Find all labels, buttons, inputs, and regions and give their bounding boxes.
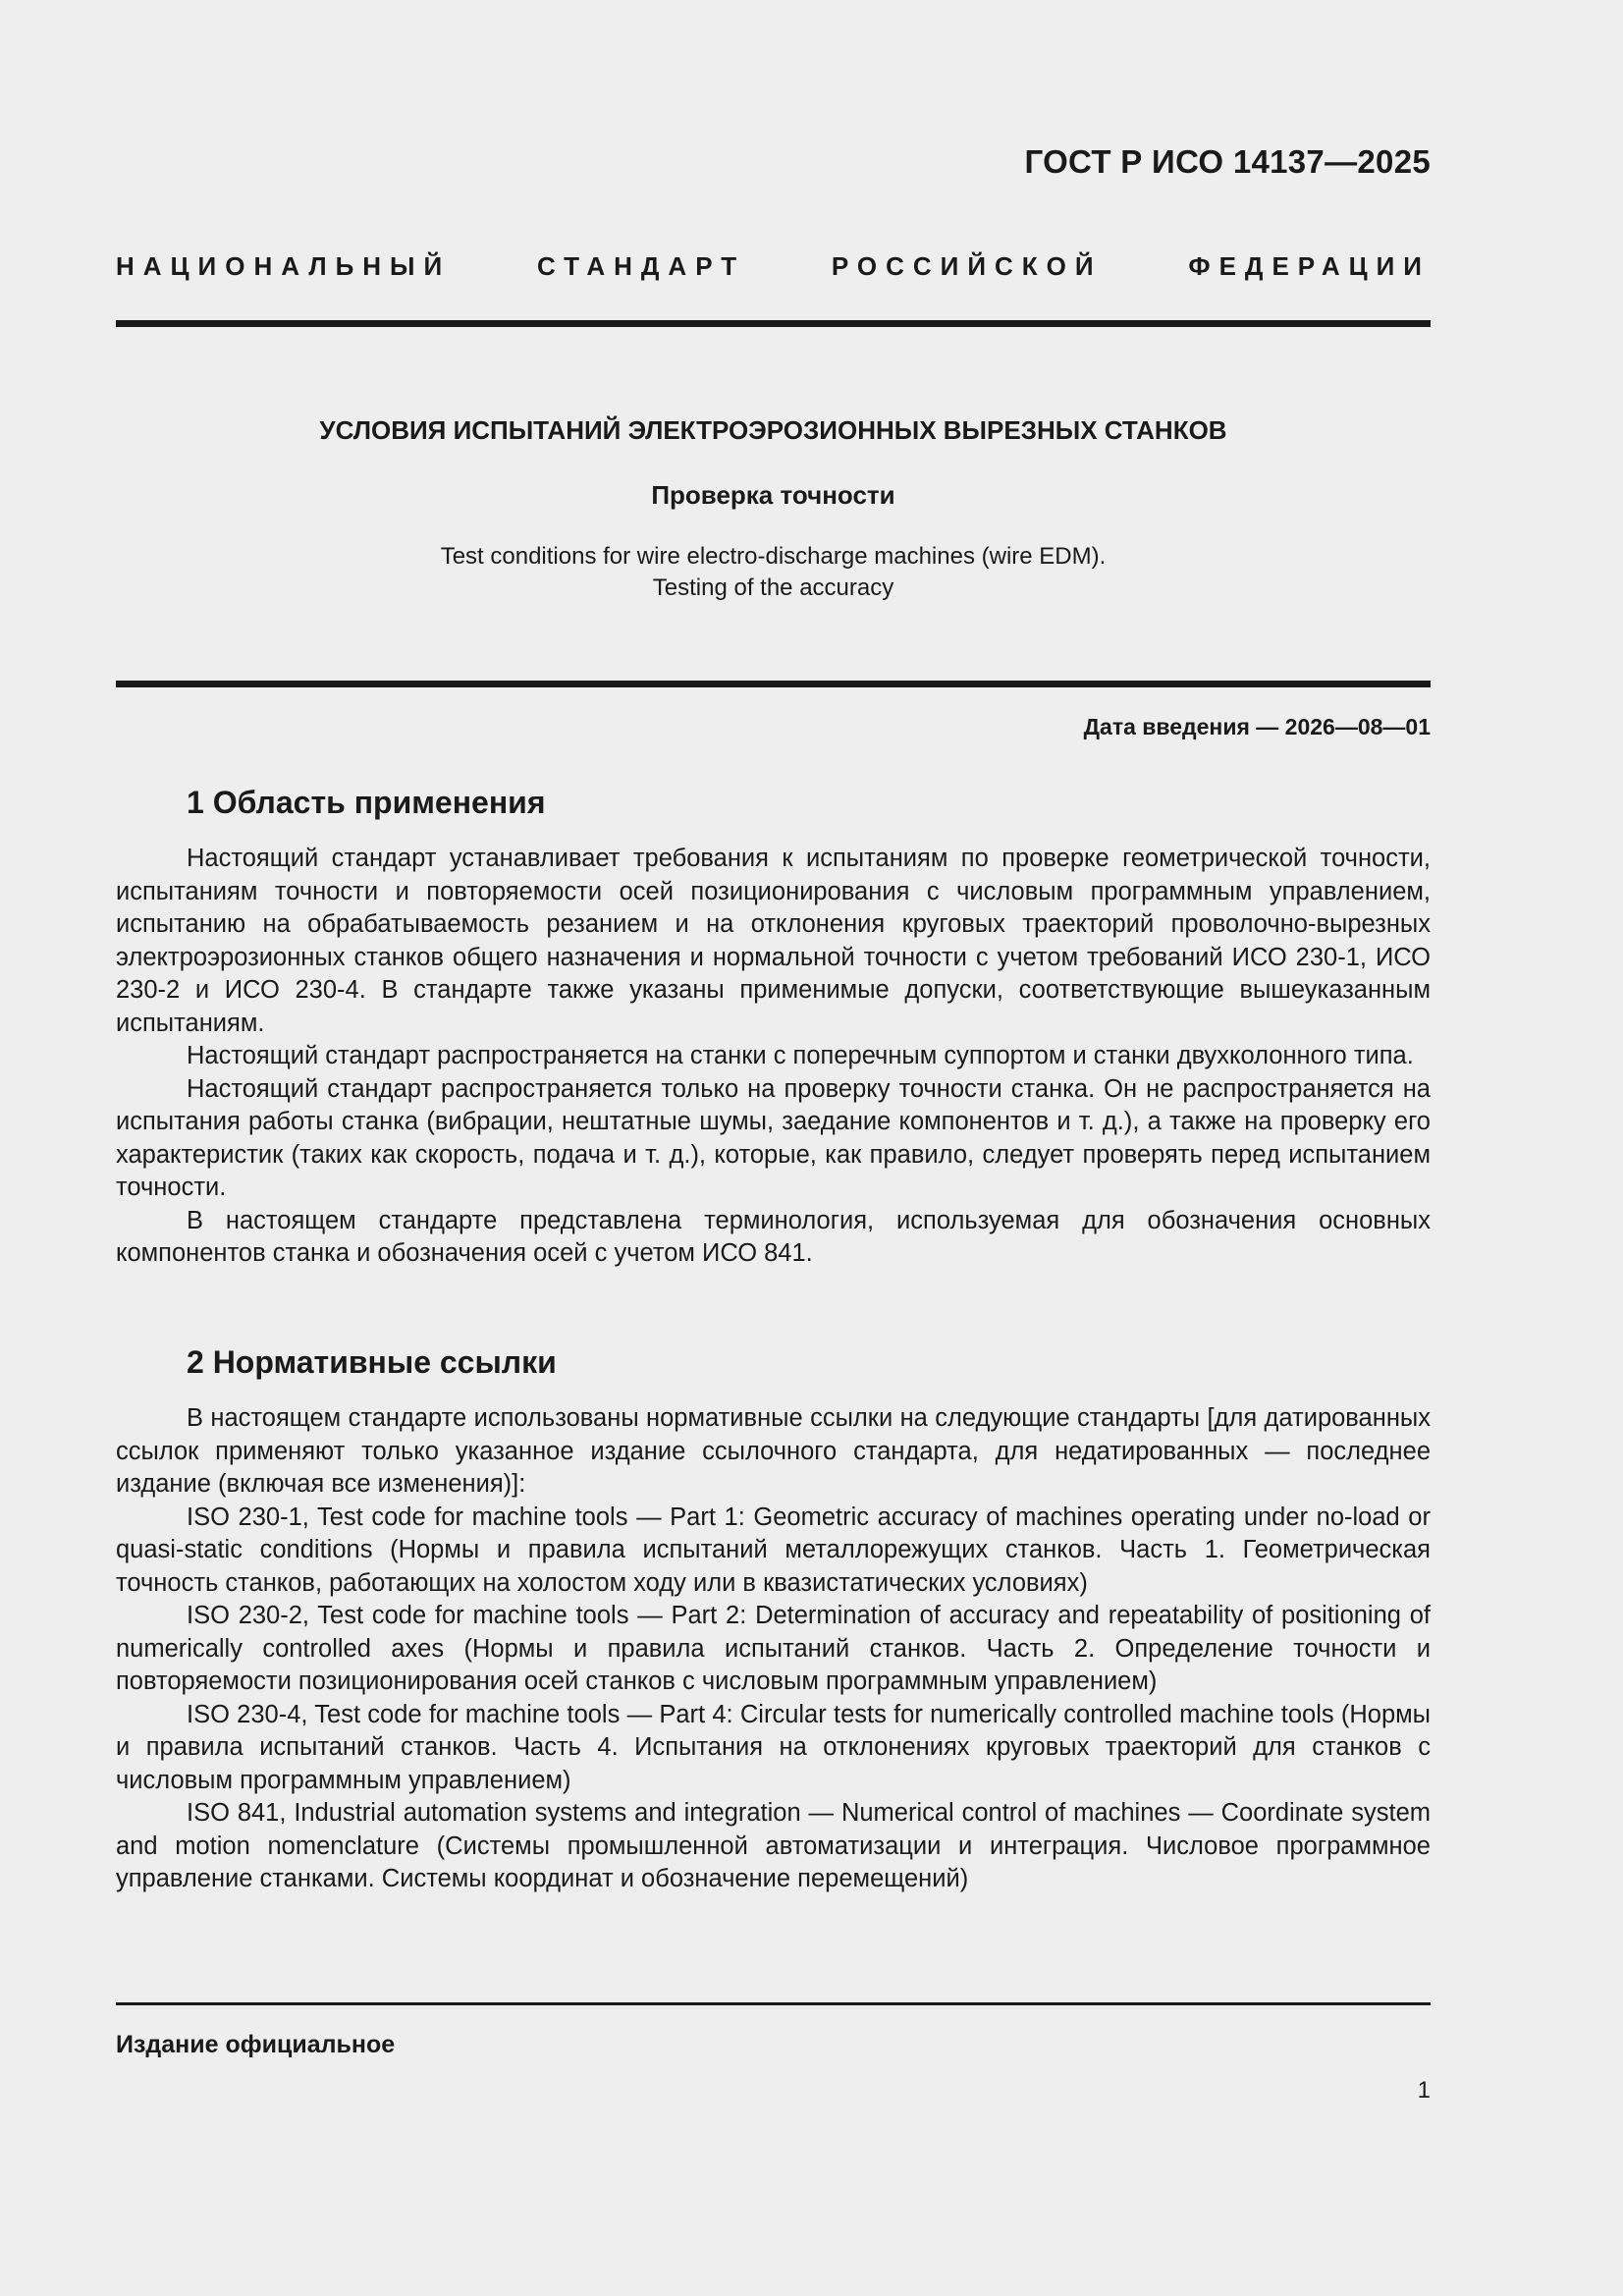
page-number: 1: [1417, 2077, 1431, 2104]
english-title-line-1: Test conditions for wire electro-discharge machines (wire EDM).: [440, 543, 1107, 570]
reference-item: ISO 230-2, Test code for machine tools — Part 2: Determination of accuracy and repeatability of positioning of numerically controlled axes (Нормы и правила испытаний станков. Часть 2. Определение точности и повторяемости позиционирования осей станков с числовым программным управлением): [116, 1602, 1431, 1695]
section-1-paragraph: Настоящий стандарт распространяется только на проверку точности станка. Он не распространяется на испытания работы станка (вибрации, нештатные шумы, заедание компонентов и т. д.), а также на проверку его характеристик (таких как скорость, подача и т. д.), которые, как правило, следует проверять перед испытанием точности.: [116, 1074, 1431, 1201]
document-number: ГОСТ Р ИСО 14137—2025: [1024, 143, 1431, 180]
document-subtitle: Проверка точности: [651, 480, 895, 510]
reference-item: ISO 230-4, Test code for machine tools — Part 4: Circular tests for numerically controlled machine tools (Нормы и правила испытаний станков. Часть 4. Испытания на отклонениях круговых траекторий для станков с числовым программным управлением): [116, 1700, 1431, 1794]
english-title: [116, 541, 1431, 604]
reference-item: ISO 841, Industrial automation systems and integration — Numerical control of machines — Coordinate system and motion nomenclature (Системы промышленной автоматизации и интеграция. Числовое программное управление станками. Системы координат и обозначение перемещений): [116, 1799, 1431, 1892]
section-2-paragraph: В настоящем стандарте использованы нормативные ссылки на следующие стандарты [для датированных ссылок применяют только указанное издание ссылочного стандарта, для недатированных — последнее издание (включая все изменения)]:: [116, 1404, 1431, 1498]
official-edition-label: Издание официальное: [116, 2031, 396, 2058]
footer-divider: [116, 2002, 1431, 2005]
section-1-paragraph: В настоящем стандарте представлена терминология, используемая для обозначения основных компонентов станка и обозначения осей с учетом ИСО 841.: [116, 1206, 1431, 1267]
title-divider: [116, 681, 1431, 687]
section-1-paragraph: Настоящий стандарт распространяется на станки с поперечным суппортом и станки двухколонного типа.: [187, 1042, 1414, 1069]
section-1-body: [116, 843, 1431, 1271]
standard-type-heading: НАЦИОНАЛЬНЫЙ СТАНДАРТ РОССИЙСКОЙ ФЕДЕРАЦИИ: [116, 251, 1431, 281]
introduction-date: Дата введения — 2026—08—01: [1083, 714, 1431, 739]
reference-item: ISO 230-1, Test code for machine tools — Part 1: Geometric accuracy of machines operating under no-load or quasi-static conditions (Нормы и правила испытаний металлорежущих станков. Часть 1. Геометрическая точность станков, работающих на холостом ходу или в квазистатических условиях): [116, 1503, 1431, 1597]
document-title: УСЛОВИЯ ИСПЫТАНИЙ ЭЛЕКТРОЭРОЗИОННЫХ ВЫРЕЗНЫХ СТАНКОВ: [319, 415, 1227, 445]
section-2-body: [116, 1402, 1431, 1896]
header-divider: [116, 320, 1431, 327]
english-title-line-2: Testing of the accuracy: [652, 574, 894, 601]
section-1-heading: 1 Область применения: [187, 785, 546, 820]
section-1-paragraph: Настоящий стандарт устанавливает требования к испытаниям по проверке геометрической точности, испытаниям точности и повторяемости осей позиционирования с числовым программным управлением, испытанию на обрабатываемость резанием и на отклонения круговых траекторий проволочно-вырезных электроэрозионных станков общего назначения и нормальной точности с учетом требований ИСО 230-1, ИСО 230-2 и ИСО 230-4. В стандарте также указаны применимые допуски, соответствующие вышеуказанным испытаниям.: [116, 845, 1431, 1037]
section-2-heading: 2 Нормативные ссылки: [187, 1344, 557, 1380]
